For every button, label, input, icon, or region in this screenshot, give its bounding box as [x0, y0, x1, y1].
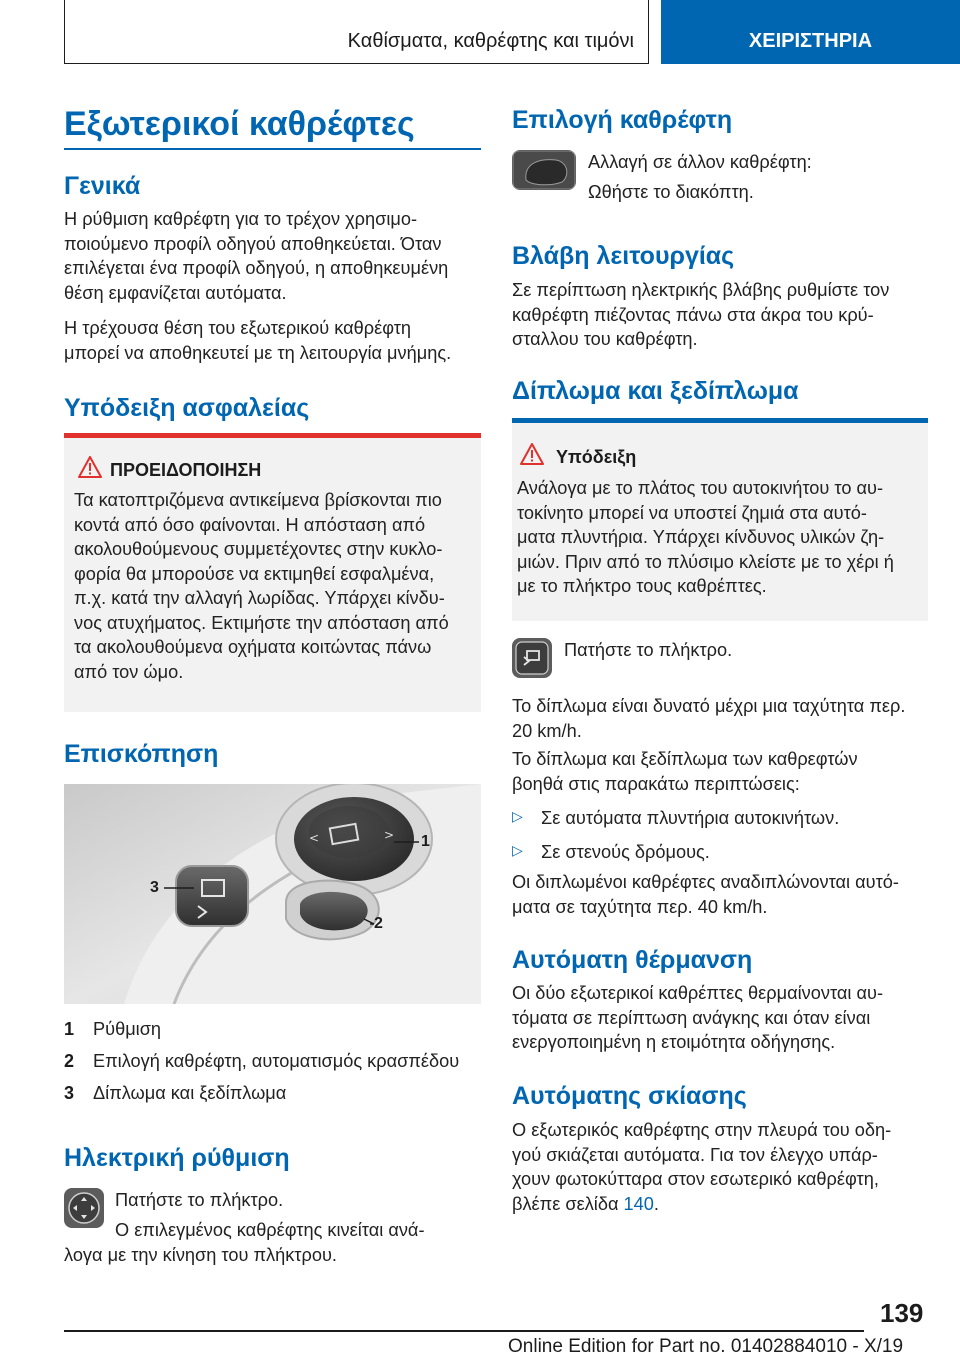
warning-triangle-icon — [78, 456, 102, 478]
electric-heading: Ηλεκτρική ρύθμιση — [64, 1144, 290, 1172]
fold-paragraph-1: Το δίπλωμα είναι δυνατό μέχρι μια ταχύτητα περ. 20 km/h. — [512, 696, 906, 741]
fold-paragraph-3: Οι διπλωμένοι καθρέφτες αναδιπλώνονται αυτό- ματα σε ταχύτητα περ. 40 km/h. — [512, 872, 899, 917]
note-triangle-icon — [520, 443, 544, 465]
dimming-ref-suffix: . — [653, 1193, 659, 1214]
legend-text: Δίπλωμα και ξεδίπλωμα — [93, 1083, 287, 1103]
fold-press-line: Πατήστε το πλήκτρο. — [564, 640, 733, 660]
overview-heading: Επισκόπηση — [64, 740, 219, 768]
fold-button-icon — [512, 638, 552, 678]
footer-rule — [64, 1330, 864, 1332]
mirror-controls-photo — [64, 784, 481, 1004]
header-chapter-label: ΧΕΙΡΙΣΤΗΡΙΑ — [748, 30, 873, 52]
bullet-arrow-icon: ▷ — [512, 808, 523, 824]
dimming-heading: Αυτόματης σκίασης — [512, 1082, 747, 1110]
legend-number: 2 — [64, 1051, 75, 1071]
safety-heading: Υπόδειξη ασφαλείας — [64, 394, 310, 422]
warning-text: Τα κατοπτριζόμενα αντικείμενα βρίσκονται πιο κοντά από όσο φαίνονται. Η απόσταση από ακολουθούμενους συμμετέχοντες στην κυκλο- φορία θα μπορούσε να εκτιμηθεί εσφαλμένα, π.χ. κατά την αλλαγή λωρίδας. Υπάρχει κίνδυ- νος ατυχήματος. Εκτιμήστε την απόσταση από τα ακολουθούμενα οχήματα κοιτώντας πάνω από τον ώμο. — [74, 490, 449, 682]
electric-line-1: Πατήστε το πλήκτρο. — [115, 1190, 284, 1210]
select-heading: Επιλογή καθρέφτη — [512, 106, 733, 134]
fault-paragraph: Σε περίπτωση ηλεκτρικής βλάβης ρυθμίστε τον καθρέφτη πιέζοντας πάνω στα άκρα του κρύ- σταλλου του καθρέφτη. — [512, 280, 890, 349]
bullet-item: Σε στενούς δρόμους. — [541, 842, 710, 862]
legend-number: 3 — [64, 1083, 75, 1103]
callout-1: 1 — [421, 833, 430, 850]
fault-heading: Βλάβη λειτουργίας — [512, 242, 735, 270]
mirror-select-switch-icon — [512, 150, 576, 190]
legend-text: Επιλογή καθρέφτη, αυτοματισμός κρασπέδου — [93, 1051, 460, 1071]
note-title: Υπόδειξη — [556, 447, 637, 467]
fold-paragraph-2: Το δίπλωμα και ξεδίπλωμα των καθρεφτών βοηθά στις παρακάτω περιπτώσεις: — [512, 749, 858, 794]
legend-number: 1 — [64, 1019, 75, 1039]
callout-2: 2 — [374, 915, 383, 932]
page-number: 139 — [880, 1298, 924, 1328]
general-paragraph-2: Η τρέχουσα θέση του εξωτερικού καθρέφτη μπορεί να αποθηκευτεί με τη λειτουργία μνήμης. — [64, 318, 452, 363]
dimming-paragraph: Ο εξωτερικός καθρέφτης στην πλευρά του οδη- γού σκιάζεται αυτόματα. Για τον έλεγχο υπάρ- χουν φωτοκύτταρα στον εσωτερικό καθρέφτη, βλέπε σελίδα 140. — [512, 1120, 892, 1214]
main-heading: Εξωτερικοί καθρέφτες — [64, 105, 415, 143]
page-reference-link[interactable]: 140 — [623, 1193, 654, 1214]
fold-heading: Δίπλωμα και ξεδίπλωμα — [512, 377, 799, 405]
legend-text: Ρύθμιση — [93, 1019, 162, 1039]
svg-text:<: < — [309, 831, 320, 845]
bullet-item: Σε αυτόματα πλυντήρια αυτοκινήτων. — [541, 808, 840, 828]
note-text: Ανάλογα με το πλάτος του αυτοκινήτου το αυ- τοκίνητο μπορεί να υποστεί ζημιά στα αυτό- ματα πλυντήρια. Υπάρχει κίνδυνος υλικών ζη- μιών. Πριν από το πλύσιμο κλείστε με το χέρι ή με το πλήκτρο τους καθρέπτες. — [517, 478, 894, 596]
heating-paragraph: Οι δύο εξωτερικοί καθρέπτες θερμαίνονται αυ- τόματα σε περίπτωση ανάγκης και όταν είναι ενεργοποιημένη η ετοιμότητα οδήγησης. — [512, 983, 884, 1052]
warning-title: ΠΡΟΕΙΔΟΠΟΙΗΣΗ — [110, 460, 262, 480]
heading-rule — [64, 148, 481, 150]
select-line-2: Ωθήστε το διακόπτη. — [588, 182, 754, 202]
adjust-button-icon — [64, 1188, 104, 1228]
select-line-1: Αλλαγή σε άλλον καθρέφτη: — [588, 152, 812, 172]
electric-line-2: Ο επιλεγμένος καθρέφτης κινείται ανά- — [115, 1220, 425, 1240]
general-heading: Γενικά — [64, 172, 141, 200]
general-paragraph-1: Η ρύθμιση καθρέφτη για το τρέχον χρησιμο- ποιούμενο προφίλ οδηγού αποθηκεύεται. Όταν επιλέγεται ένα προφίλ οδηγού, η αποθηκευμένη θέση εμφανίζεται αυτόματα. — [64, 209, 449, 303]
footer-edition: Online Edition for Part no. 01402884010 - X/19 — [508, 1336, 904, 1357]
callout-3: 3 — [150, 879, 159, 896]
svg-text:>: > — [384, 828, 395, 842]
header-chapter-tab[interactable] — [661, 0, 960, 64]
electric-line-3: λογα με την κίνηση του πλήκτρου. — [64, 1245, 337, 1265]
heating-heading: Αυτόματη θέρμανση — [512, 946, 753, 974]
header-section-title: Καθίσματα, καθρέφτης και τιμόνι — [347, 30, 634, 52]
header-section-box — [64, 0, 649, 64]
note-box — [512, 423, 928, 621]
dimming-ref-prefix: βλέπε σελίδα — [512, 1193, 624, 1214]
warning-box — [64, 438, 481, 712]
bullet-arrow-icon: ▷ — [512, 842, 523, 858]
